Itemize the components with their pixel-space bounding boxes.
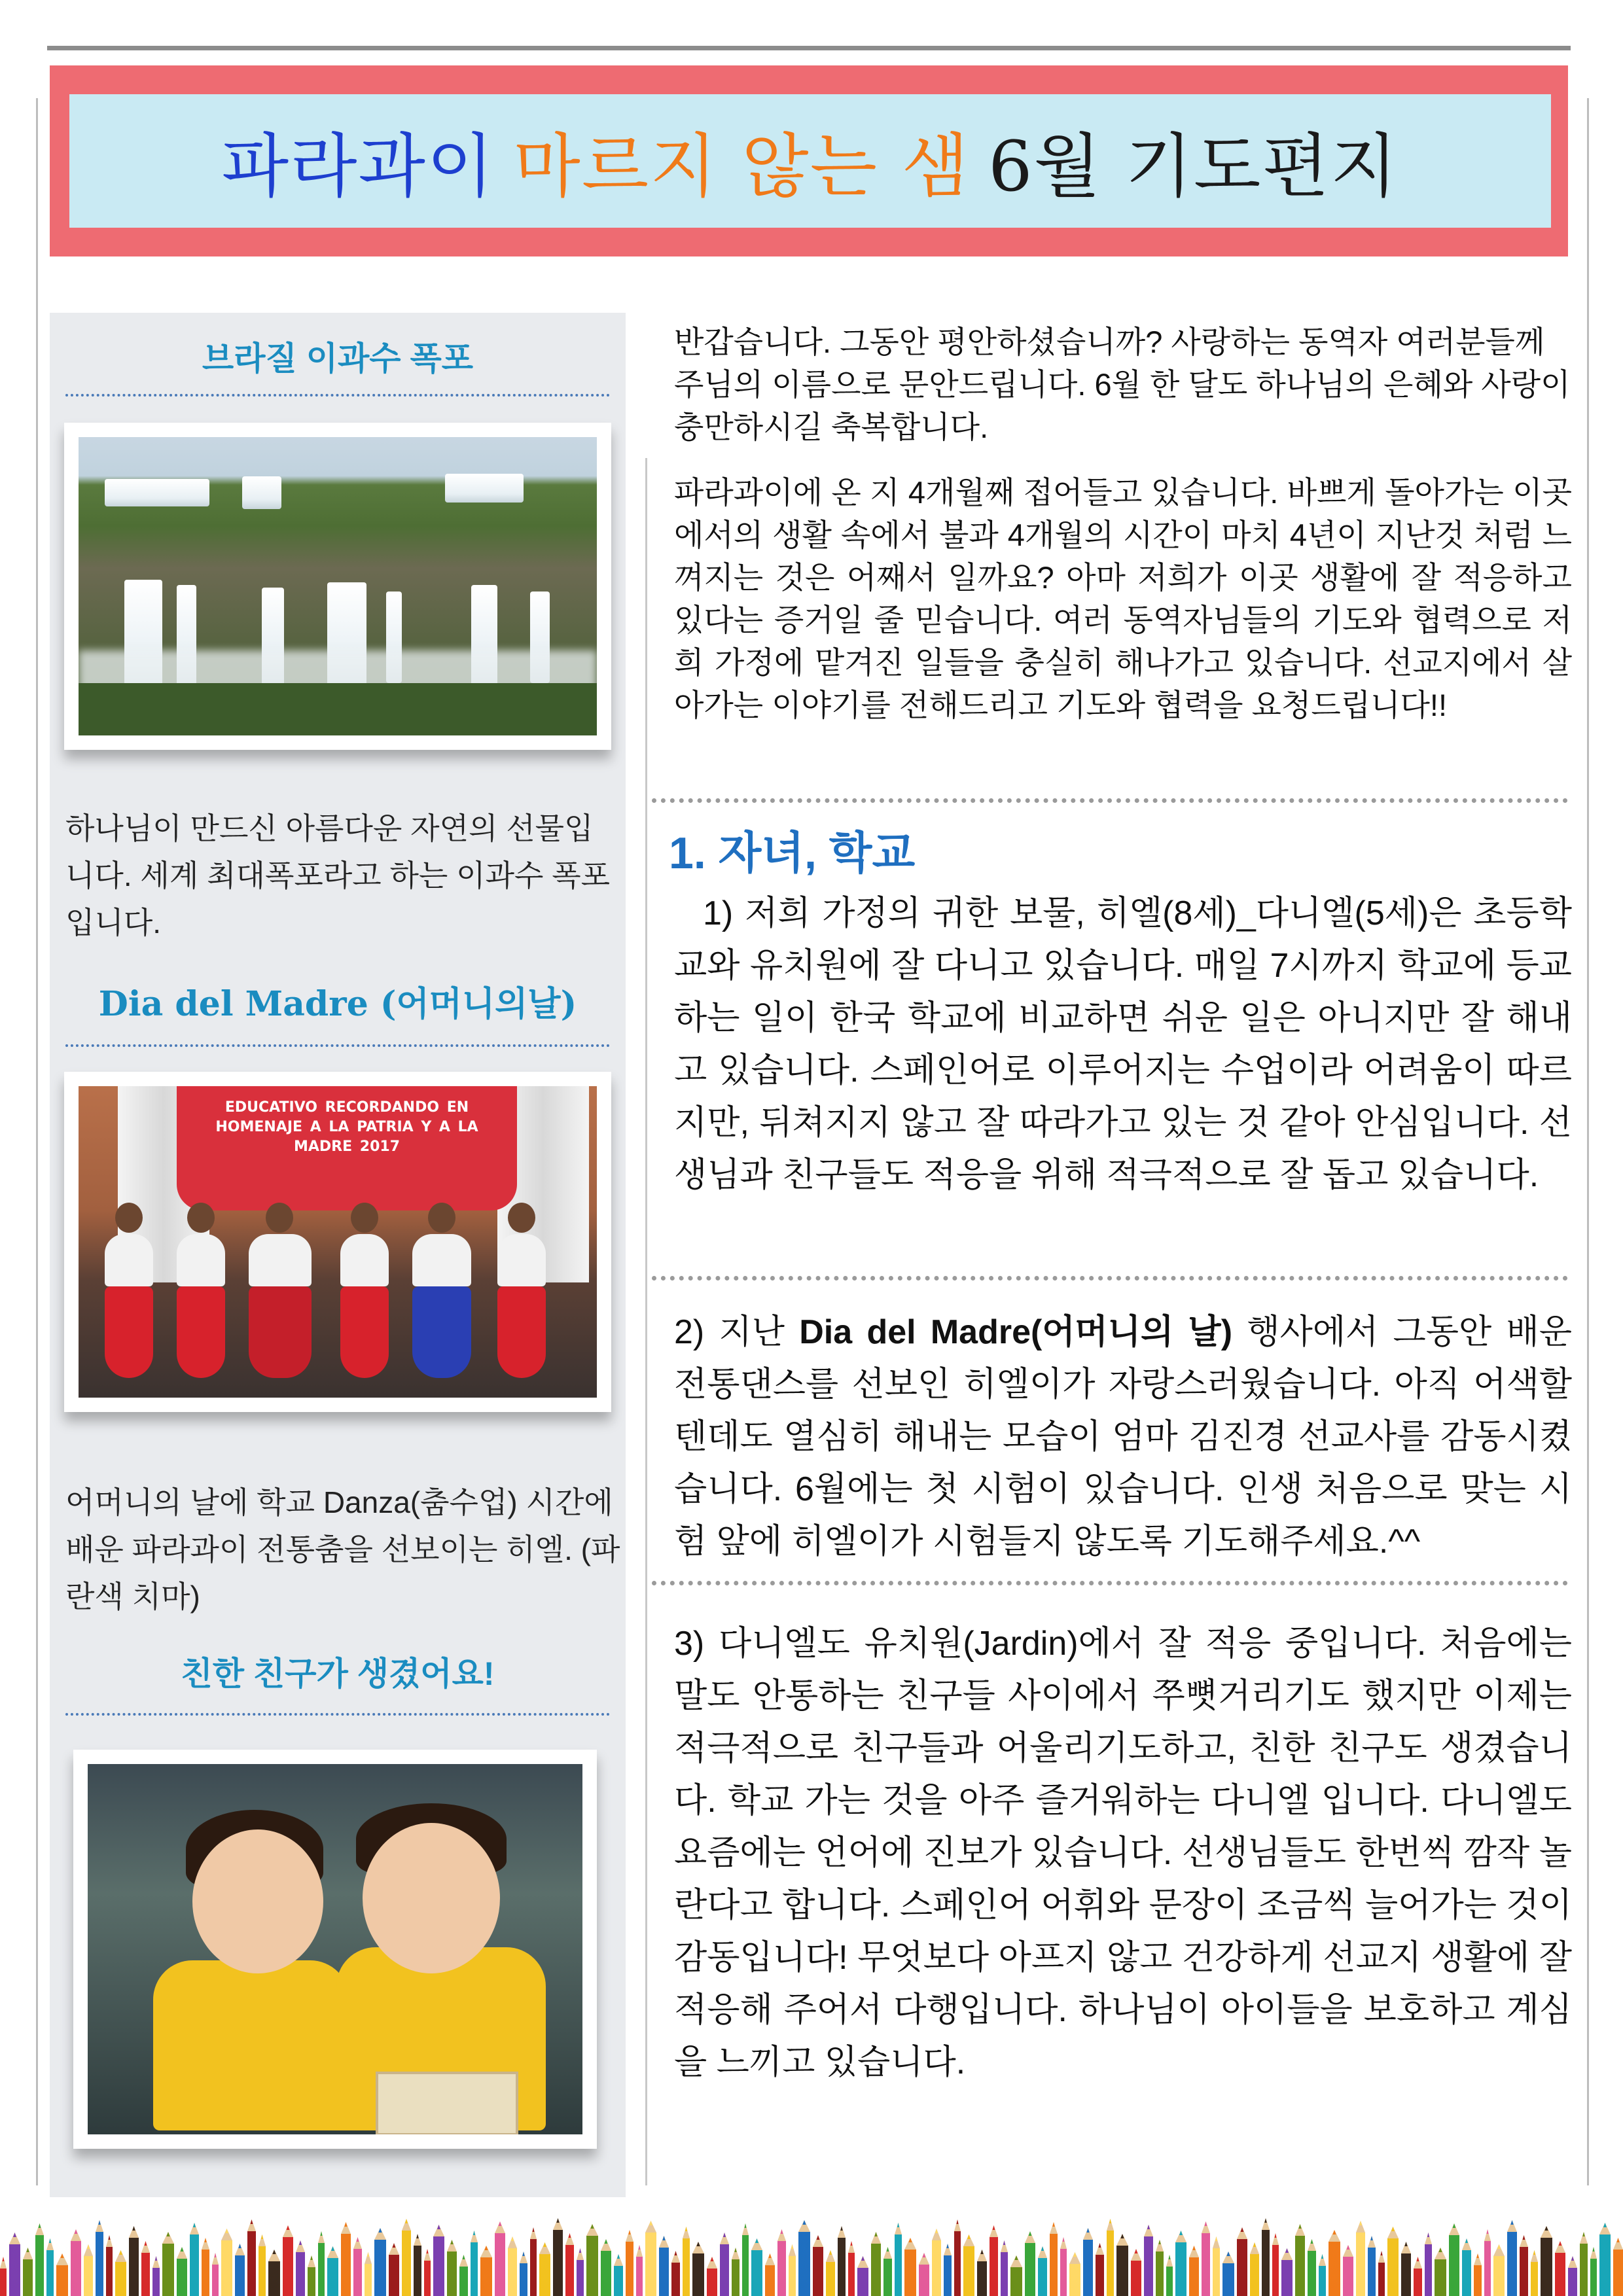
item2-prefix: 2) 지난 — [674, 1313, 800, 1351]
pencil — [84, 2244, 93, 2296]
dotted-divider — [65, 394, 610, 397]
pencil — [1414, 2257, 1422, 2296]
pencil — [1308, 2239, 1316, 2296]
column-divider — [645, 458, 647, 2185]
pencil — [1083, 2228, 1093, 2296]
pencil — [614, 2254, 623, 2296]
page-title — [69, 94, 1551, 228]
pencil — [96, 2220, 103, 2296]
frame-left-rule — [36, 98, 38, 2185]
pencil — [1343, 2245, 1353, 2296]
dotted-separator — [652, 1276, 1568, 1280]
pencil — [636, 2245, 643, 2296]
pencil — [692, 2242, 704, 2296]
sidebar — [50, 313, 626, 2197]
pencil — [9, 2233, 20, 2296]
pencil — [46, 2238, 54, 2296]
pencil — [1166, 2255, 1173, 2296]
pencil — [433, 2225, 444, 2296]
pencil — [577, 2248, 584, 2296]
item3-text: 3) 다니엘도 유치원(Jardin)에서 잘 적응 중입니다. 처음에는 말도 안통하는 친구들 사이에서 쭈뼛거리기도 했지만 이제는 적극적으로 친구들과 어울리기도하고, 친한 친구도 생겼습니다. 학교 가는 것을 아주 즐거워하는 다니엘 입니다. 다니엘도 요즘에는 언어에 진보가 있습니다. 선생님들도 한번씩 깜작 놀란다고 합니다. 스페인어 어휘와 문장이 조금씩 늘어가는 것이 감동입니다! 무엇보다 아프지 않고 건강하게 선교지 생활에 잘 적응해 주어서 다행입니다. 하나님이 아이들을 보호하고 계심을 느끼고 있습니다. — [674, 1625, 1572, 2081]
pencil — [389, 2243, 399, 2296]
pencil — [932, 2229, 941, 2296]
pencil — [530, 2227, 537, 2296]
pencil — [235, 2244, 245, 2296]
pencil — [1050, 2222, 1058, 2296]
pencil — [1474, 2253, 1482, 2296]
pencil — [268, 2250, 280, 2296]
pencil — [883, 2247, 892, 2296]
pencil — [365, 2252, 372, 2296]
item2-rest: 행사에서 그동안 배운 전통댄스를 선보인 히엘이가 자랑스러웠습니다. 아직 어색할 텐데도 열심히 해내는 모습이 엄마 김진경 선교사를 감동시켰습니다. 6월에는 첫 시험이 있습니다. 인생 처음으로 맞는 시험 앞에 히엘이가 시험들지 않도록 기도해주세요.^^ — [674, 1313, 1572, 1561]
pencil — [1060, 2237, 1067, 2296]
pencil — [1281, 2248, 1293, 2296]
frame-right-rule — [1587, 98, 1589, 2185]
pencil — [1462, 2238, 1471, 2296]
pencil — [826, 2250, 835, 2296]
pencil — [1189, 2246, 1199, 2296]
pencil — [308, 2255, 315, 2296]
item2-paragraph — [674, 1306, 1572, 1568]
pencil — [212, 2253, 219, 2296]
item3-paragraph — [674, 1617, 1572, 2089]
pencil — [447, 2240, 457, 2296]
pencil — [1272, 2233, 1279, 2296]
pencil — [1493, 2244, 1505, 2296]
pencil — [327, 2246, 338, 2296]
pencil — [645, 2221, 656, 2296]
pencil — [221, 2229, 232, 2296]
pencil — [374, 2228, 386, 2296]
pencil-border — [0, 2208, 1623, 2296]
pencil — [720, 2233, 729, 2296]
pencil — [115, 2250, 126, 2296]
pencil — [1401, 2242, 1411, 2296]
dotted-divider — [65, 1044, 610, 1047]
pencil — [480, 2246, 492, 2296]
item1-paragraph — [674, 887, 1572, 1201]
pencil — [1001, 2240, 1008, 2296]
pencil — [1590, 2247, 1597, 2296]
pencil — [1202, 2221, 1210, 2296]
pencil — [35, 2223, 44, 2296]
pencil — [798, 2220, 810, 2296]
pencil — [751, 2238, 762, 2296]
pencil — [1222, 2252, 1234, 2296]
section-title-children-school: 1. 자녀, 학교 — [669, 828, 916, 878]
pencil — [1237, 2227, 1247, 2296]
pencil — [1107, 2219, 1114, 2296]
pencil — [1038, 2246, 1047, 2296]
title-banner — [50, 65, 1568, 256]
dotted-separator — [652, 798, 1568, 803]
pencil — [848, 2241, 855, 2296]
item2-text — [674, 1306, 1572, 1568]
intro-paragraph — [674, 471, 1572, 726]
pencil — [1541, 2226, 1552, 2296]
pencil — [1531, 2250, 1538, 2296]
pencil — [414, 2234, 421, 2296]
pencil — [742, 2223, 749, 2296]
title-part-spring: 마르지 않는 샘 — [513, 126, 971, 207]
pencil — [0, 2257, 7, 2296]
pencil — [1213, 2236, 1220, 2296]
pencil — [1116, 2234, 1128, 2296]
pencil — [1484, 2229, 1491, 2296]
title-part-letter: 6월 기도편지 — [988, 126, 1399, 207]
photo-friends — [73, 1750, 597, 2149]
dotted-divider — [65, 1713, 610, 1716]
pencil — [857, 2256, 868, 2296]
pencil — [508, 2236, 517, 2296]
pencil — [707, 2257, 717, 2296]
pencil — [71, 2229, 81, 2296]
pencil — [1568, 2256, 1577, 2296]
pencil — [1555, 2241, 1565, 2296]
pencil — [1156, 2240, 1164, 2296]
pencil — [283, 2225, 293, 2296]
greeting-text: 반갑습니다. 그동안 평안하셨습니까? 사랑하는 동역자 여러분들께 주님의 이름으로 문안드립니다. 6월 한 달도 하나님의 은혜와 사랑이 충만하시길 축복합니다. — [674, 325, 1571, 444]
waterfall-image — [79, 437, 597, 735]
pencil — [296, 2240, 305, 2296]
pencil — [1144, 2225, 1153, 2296]
pencil — [162, 2232, 174, 2296]
pencil — [56, 2253, 68, 2296]
pencil — [152, 2256, 160, 2296]
stage-banner-text: EDUCATIVO RECORDANDO EN HOMENAJE A LA PATRIA Y A LA MADRE 2017 — [215, 1099, 478, 1155]
pencil — [106, 2235, 113, 2296]
pencil — [919, 2253, 929, 2296]
pencil — [1069, 2252, 1080, 2296]
pencil — [1319, 2254, 1326, 2296]
pencil — [1435, 2248, 1446, 2296]
pencil — [838, 2226, 846, 2296]
pencil — [601, 2239, 611, 2296]
pencil — [904, 2238, 916, 2296]
pencil — [1295, 2224, 1305, 2296]
sidebar-heading-iguazu: 브라질 이과수 폭포 — [202, 340, 474, 377]
pencil — [871, 2232, 881, 2296]
pencil — [789, 2244, 796, 2296]
pencil — [1025, 2231, 1035, 2296]
pencil — [732, 2248, 740, 2296]
pencil — [202, 2238, 209, 2296]
pencil — [129, 2226, 139, 2296]
pencil — [1262, 2218, 1270, 2296]
pencil — [626, 2230, 633, 2296]
pencil — [1356, 2221, 1365, 2296]
pencil — [895, 2223, 902, 2296]
mothers-day-image — [79, 1086, 597, 1398]
pencil — [1329, 2230, 1340, 2296]
pencil — [659, 2236, 669, 2296]
pencil — [671, 2251, 680, 2296]
pencil — [341, 2222, 351, 2296]
pencil — [765, 2253, 775, 2296]
pencil — [259, 2234, 266, 2296]
pencil — [471, 2231, 478, 2296]
item1-text: 1) 저희 가정의 귀한 보물, 히엘(8세)_다니엘(5세)은 초등학교와 유치원에 잘 다니고 있습니다. 매일 7시까지 학교에 등교하는 일이 한국 학교에 비교하면 쉬운 일은 아니지만 잘 해내고 있습니다. 스페인어로 이루어지는 수업이라 어려움이 따르지만, 뒤쳐지지 않고 잘 따라가고 있는 것 같아 안심입니다. 선생님과 친구들도 적응을 위해 적극적으로 잘 돕고 있습니다. — [674, 894, 1572, 1194]
pencil — [813, 2235, 823, 2296]
pencil — [1520, 2235, 1528, 2296]
pencil — [586, 2224, 598, 2296]
pencil — [459, 2255, 468, 2296]
pencil — [1449, 2223, 1459, 2296]
pencil — [1507, 2220, 1517, 2296]
friends-image — [88, 1764, 582, 2134]
intro-text: 파라과이에 온 지 4개월째 접어들고 있습니다. 바쁘게 돌아가는 이곳에서의 생활 속에서 불과 4개월의 시간이 마치 4년이 지난것 처럼 느껴지는 것은 어째서 일까요? 아마 저희가 이곳 생활에 잘 적응하고 있다는 증거일 줄 믿습니다. 여러 동역자님들의 기도와 협력으로 저희 가정에 맡겨진 일들을 충실히 해나가고 있습니다. 선교지에서 살아가는 이야기를 전해드리고 기도와 협력을 요청드립니다!! — [674, 475, 1572, 722]
pencil — [1131, 2249, 1141, 2296]
pencil — [553, 2218, 563, 2296]
pencil — [402, 2219, 411, 2296]
pencil — [1096, 2243, 1104, 2296]
pencil — [318, 2231, 325, 2296]
pencil — [190, 2223, 199, 2296]
pencil — [177, 2247, 187, 2296]
pencil — [683, 2227, 690, 2296]
pencil — [353, 2237, 362, 2296]
pencil — [539, 2242, 550, 2296]
sidebar-heading-friend: 친한 친구가 생겼어요! — [181, 1655, 495, 1692]
pencil — [1010, 2255, 1022, 2296]
pencil — [990, 2225, 998, 2296]
pencil — [520, 2252, 527, 2296]
sidebar-heading-mothers-day: Dia del Madre (어머니의날) — [98, 984, 577, 1024]
stage-banner — [177, 1086, 517, 1210]
pencil — [963, 2234, 974, 2296]
pencil — [944, 2244, 952, 2296]
pencil — [1387, 2227, 1399, 2296]
pencil — [1599, 2223, 1611, 2296]
title-part-country: 파라과이 — [221, 126, 495, 207]
pencil — [1175, 2231, 1186, 2296]
pencil — [777, 2229, 786, 2296]
photo-iguazu-falls — [64, 423, 611, 750]
pencil — [1580, 2232, 1588, 2296]
pencil — [1425, 2233, 1432, 2296]
pencil — [977, 2250, 987, 2296]
pencil — [141, 2241, 150, 2296]
pencil — [565, 2233, 574, 2296]
pencil — [424, 2249, 431, 2296]
pencil — [495, 2221, 505, 2296]
pencil — [247, 2219, 256, 2296]
caption-iguazu: 하나님이 만드신 아름다운 자연의 선물입니다. 세계 최대폭포라고 하는 이과수 폭포입니다. — [65, 811, 611, 940]
caption-mothers-day: 어머니의 날에 학교 Danza(춤수업) 시간에 배운 파라과이 전통춤을 선보이는 히엘. (파란색 치마) — [65, 1485, 620, 1614]
greeting-paragraph — [674, 321, 1572, 448]
pencil-border-graphic — [0, 2208, 1623, 2296]
pencil — [1378, 2251, 1385, 2296]
pencil — [1250, 2242, 1259, 2296]
pencil — [954, 2219, 961, 2296]
pencil — [1613, 2238, 1623, 2296]
pencil — [1368, 2236, 1376, 2296]
top-rule — [47, 46, 1571, 50]
pencil — [23, 2248, 33, 2296]
dotted-separator — [652, 1581, 1568, 1585]
photo-mothers-day — [64, 1072, 611, 1412]
item2-event-name: Dia del Madre(어머니의 날) — [799, 1313, 1233, 1351]
